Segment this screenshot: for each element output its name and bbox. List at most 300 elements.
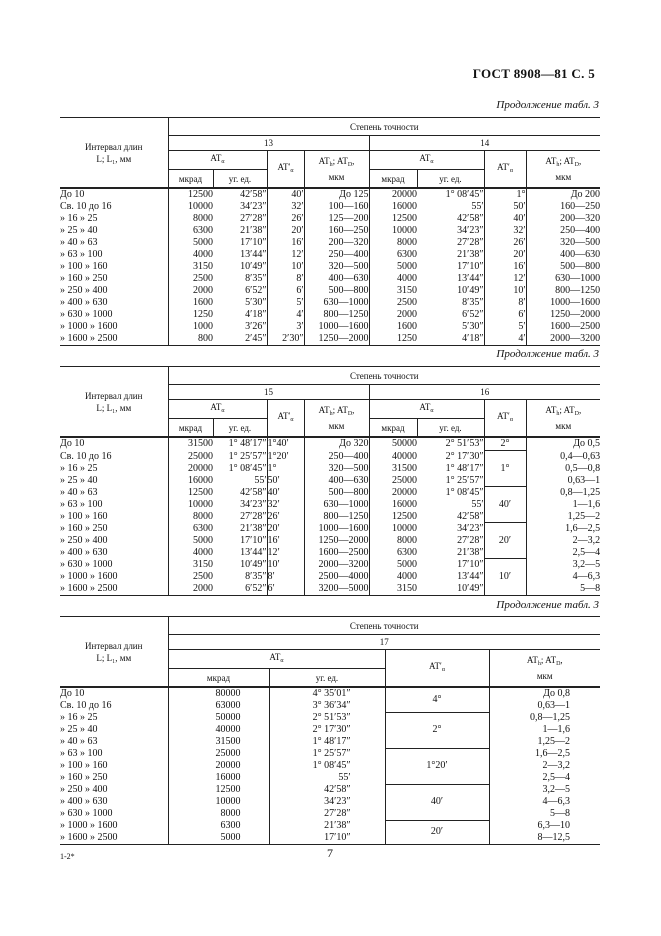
alpha-prime-cell: 6′ xyxy=(267,583,304,596)
table-row xyxy=(60,225,600,237)
ug-ed-cell: 34′23″ xyxy=(240,498,267,510)
mkrad-header: мкрад xyxy=(168,419,213,438)
at-h-cell: 630—1000 xyxy=(526,273,600,285)
at-h-cell: 0,63—1 xyxy=(489,700,600,712)
ug-ed-cell: 1° 08′45″ xyxy=(269,760,385,772)
alpha-prime-group-cell: 10′ xyxy=(484,559,526,596)
alpha-prime-group-cell: 2° xyxy=(484,437,526,451)
ug-ed-cell: 5′30″ xyxy=(462,321,484,332)
at-alpha-prime-header: $AT'_\alpha$ xyxy=(385,650,489,688)
mkrad-cell: 20000 xyxy=(168,463,213,475)
at-alpha-header: $AT_\alpha$ xyxy=(369,400,484,419)
table-row xyxy=(60,249,600,261)
ug-ed-cell: 2° 17′30″ xyxy=(445,450,484,462)
interval-cell: » 630 » 1000 xyxy=(60,808,113,819)
mkrad-cell: 12500 xyxy=(168,487,213,499)
interval-cell: » 160 » 250 xyxy=(60,522,108,534)
ug-ed-cell: 4′18″ xyxy=(245,309,267,320)
ug-ed-cell: 17′10″ xyxy=(457,558,484,570)
at-h-cell: 800—1250 xyxy=(304,511,369,523)
alpha-prime-cell: 1°40′ xyxy=(267,437,304,451)
at-h-cell: 0,8—1,25 xyxy=(489,712,600,724)
mkrad-cell: 16000 xyxy=(168,772,269,784)
at-h-cell: 250—400 xyxy=(526,225,600,237)
alpha-prime-group-cell: 2° xyxy=(385,712,489,748)
ug-ed-cell: 17′10″ xyxy=(240,534,267,546)
interval-cell: » 16 » 25 xyxy=(60,712,98,723)
mkrad-cell: 10000 xyxy=(168,201,213,213)
table-row xyxy=(60,559,600,571)
interval-cell: » 400 » 630 xyxy=(60,297,108,308)
at-h-cell: 2000—3200 xyxy=(526,333,600,346)
at-h-cell: 200—320 xyxy=(304,237,369,249)
at-h-cell: 5—8 xyxy=(526,583,600,596)
mkrad-cell: 8000 xyxy=(168,808,269,820)
at-h-cell: 1000—1600 xyxy=(304,321,369,333)
ug-ed-cell: 10′49″ xyxy=(457,285,484,296)
at-h-cell: 100—160 xyxy=(304,201,369,213)
ug-ed-cell: 21′38″ xyxy=(269,820,385,832)
interval-cell: » 1000 » 1600 xyxy=(60,820,118,831)
table-row xyxy=(60,451,600,463)
mkrad-cell: 16000 xyxy=(369,201,417,213)
ug-ed-cell: 55′ xyxy=(269,772,385,784)
table-row xyxy=(60,273,600,285)
ug-ed-cell: 55′ xyxy=(471,498,484,510)
mkrad-cell: 1600 xyxy=(369,321,417,333)
alpha-prime-group-cell: 20′ xyxy=(484,523,526,559)
interval-cell: » 250 » 400 xyxy=(60,534,108,546)
table-row xyxy=(60,784,600,796)
at-h-cell: 3,2—5 xyxy=(489,784,600,796)
at-h-cell: 400—630 xyxy=(304,475,369,487)
table-row xyxy=(60,808,600,820)
ug-ed-cell: 17′10″ xyxy=(457,261,484,272)
interval-cell: » 63 » 100 xyxy=(60,748,103,759)
mkrad-cell: 8000 xyxy=(369,535,417,547)
at-h-cell: 500—800 xyxy=(304,285,369,297)
mkrad-cell: 2500 xyxy=(369,297,417,309)
mkrad-cell: 2000 xyxy=(369,309,417,321)
table-row xyxy=(60,724,600,736)
alpha-prime-cell: 5′ xyxy=(267,297,304,309)
interval-cell: » 16 » 25 xyxy=(60,462,98,474)
mkrad-cell: 6300 xyxy=(168,820,269,832)
at-h-header: $AT_h$; $AT_D$, мкм xyxy=(304,151,369,189)
table-row xyxy=(60,700,600,712)
ug-ed-cell: 10′49″ xyxy=(240,558,267,570)
interval-header: Интервал длин L; L₁, мм xyxy=(60,367,168,438)
at-h-cell: 800—1250 xyxy=(304,309,369,321)
ug-ed-cell: 42′58″ xyxy=(457,213,484,224)
at-h-cell: 250—400 xyxy=(304,451,369,463)
ug-ed-header: уг. ед. xyxy=(417,170,484,189)
interval-cell: » 25 » 40 xyxy=(60,724,98,735)
degree-16: 16 xyxy=(369,385,600,400)
ug-ed-cell: 3′26″ xyxy=(245,321,267,332)
table-degrees-15-16 xyxy=(60,366,600,596)
alpha-prime-cell: 12′ xyxy=(267,547,304,559)
at-h-cell: 1,6—2,5 xyxy=(526,523,600,535)
at-h-cell: 320—500 xyxy=(304,261,369,273)
mkrad-cell: 20000 xyxy=(369,188,417,201)
mkrad-cell: 63000 xyxy=(168,700,269,712)
table-row xyxy=(60,487,600,499)
ug-ed-cell: 13′44″ xyxy=(240,249,267,260)
ug-ed-cell: 27′28″ xyxy=(269,808,385,820)
mkrad-cell: 5000 xyxy=(369,261,417,273)
table-row xyxy=(60,237,600,249)
at-h-cell: До 125 xyxy=(304,188,369,201)
mkrad-cell: 10000 xyxy=(369,523,417,535)
table-row xyxy=(60,261,600,273)
alpha-prime-cell: 12′ xyxy=(484,273,526,285)
footer-mark: 1-2* xyxy=(60,852,75,861)
mkrad-cell: 8000 xyxy=(369,237,417,249)
interval-cell: Св. 10 до 16 xyxy=(60,700,112,711)
at-h-cell: 0,4—0,63 xyxy=(526,451,600,463)
table-row xyxy=(60,188,600,201)
alpha-prime-cell: 32′ xyxy=(267,499,304,511)
mkrad-cell: 40000 xyxy=(168,724,269,736)
mkrad-cell: 3150 xyxy=(168,559,213,571)
ug-ed-cell: 5′30″ xyxy=(245,297,267,308)
at-h-header: $AT_h$; $AT_D$, мкм xyxy=(489,650,600,688)
standard-header: ГОСТ 8908—81 С. 5 xyxy=(472,66,595,81)
ug-ed-cell: 2° 51′53″ xyxy=(269,712,385,724)
ug-ed-cell: 34′23″ xyxy=(240,201,267,212)
alpha-prime-cell: 3′ xyxy=(267,321,304,333)
ug-ed-cell: 1° 48′17″ xyxy=(445,462,484,474)
ug-ed-cell: 1° 25′57″ xyxy=(445,474,484,486)
at-h-cell: 160—250 xyxy=(526,201,600,213)
interval-cell: Св. 10 до 16 xyxy=(60,201,112,212)
at-alpha-header: $AT_\alpha$ xyxy=(168,151,267,170)
interval-cell: » 1600 » 2500 xyxy=(60,333,118,344)
mkrad-cell: 1600 xyxy=(168,297,213,309)
at-h-cell: 3,2—5 xyxy=(526,559,600,571)
table-row xyxy=(60,760,600,772)
mkrad-header: мкрад xyxy=(168,669,269,688)
at-h-cell: До 200 xyxy=(526,188,600,201)
table-row xyxy=(60,201,600,213)
interval-cell: » 250 » 400 xyxy=(60,784,108,795)
ug-ed-cell: 4′18″ xyxy=(462,333,484,344)
table-row xyxy=(60,285,600,297)
ug-ed-cell: 1° 48′17″ xyxy=(228,438,267,450)
table-row xyxy=(60,309,600,321)
ug-ed-cell: 8′35″ xyxy=(462,297,484,308)
ug-ed-cell: 1° 08′45″ xyxy=(445,189,484,200)
at-h-cell: 2—3,2 xyxy=(526,535,600,547)
alpha-prime-cell: 6′ xyxy=(267,285,304,297)
mkrad-cell: 4000 xyxy=(369,273,417,285)
mkrad-cell: 16000 xyxy=(168,475,213,487)
ug-ed-cell: 27′28″ xyxy=(457,534,484,546)
interval-cell: » 1600 » 2500 xyxy=(60,832,118,843)
ug-ed-cell: 1° 25′57″ xyxy=(269,748,385,760)
interval-cell: » 40 » 63 xyxy=(60,237,98,248)
interval-header: Интервал длин L; L₁, мм xyxy=(60,617,168,688)
mkrad-cell: 50000 xyxy=(369,437,417,451)
mkrad-header: мкрад xyxy=(168,170,213,189)
at-h-cell: До 0,8 xyxy=(489,687,600,700)
at-alpha-header: $AT_\alpha$ xyxy=(168,650,385,669)
mkrad-cell: 80000 xyxy=(168,687,269,700)
interval-cell: » 63 » 100 xyxy=(60,498,103,510)
ug-ed-cell: 1° 08′45″ xyxy=(228,462,267,474)
at-h-cell: 1250—2000 xyxy=(304,333,369,346)
ug-ed-cell: 21′38″ xyxy=(457,546,484,558)
mkrad-cell: 40000 xyxy=(369,451,417,463)
interval-cell: » 25 » 40 xyxy=(60,225,98,236)
ug-ed-cell: 2° 17′30″ xyxy=(269,724,385,736)
interval-cell: » 630 » 1000 xyxy=(60,309,113,320)
ug-ed-cell: 27′28″ xyxy=(240,213,267,224)
degree-header: Степень точности xyxy=(168,367,600,385)
interval-cell: » 630 » 1000 xyxy=(60,558,113,570)
mkrad-cell: 800 xyxy=(168,333,213,346)
interval-cell: » 160 » 250 xyxy=(60,772,108,783)
ug-ed-cell: 42′58″ xyxy=(240,189,267,200)
mkrad-cell: 6300 xyxy=(168,523,213,535)
table-row xyxy=(60,297,600,309)
ug-ed-cell: 13′44″ xyxy=(457,570,484,582)
ug-ed-cell: 55′ xyxy=(254,474,267,486)
table-row xyxy=(60,772,600,784)
mkrad-cell: 5000 xyxy=(369,559,417,571)
table-row xyxy=(60,748,600,760)
mkrad-cell: 3150 xyxy=(369,285,417,297)
mkrad-cell: 12500 xyxy=(168,784,269,796)
ug-ed-cell: 27′28″ xyxy=(457,237,484,248)
at-h-cell: 320—500 xyxy=(304,463,369,475)
interval-cell: » 250 » 400 xyxy=(60,285,108,296)
alpha-prime-cell: 20′ xyxy=(267,225,304,237)
at-h-cell: 2—3,2 xyxy=(489,760,600,772)
ug-ed-cell: 6′52″ xyxy=(245,285,267,296)
alpha-prime-cell: 20′ xyxy=(267,523,304,535)
at-h-cell: 3200—5000 xyxy=(304,583,369,596)
ug-ed-cell: 1° 25′57″ xyxy=(228,450,267,462)
interval-cell: » 1000 » 1600 xyxy=(60,570,118,582)
at-h-cell: 2,5—4 xyxy=(489,772,600,784)
ug-ed-cell: 3° 36′34″ xyxy=(269,700,385,712)
ug-ed-header: уг. ед. xyxy=(213,419,267,438)
table-row xyxy=(60,712,600,724)
ug-ed-header: уг. ед. xyxy=(213,170,267,189)
page-number: 7 xyxy=(327,846,333,860)
ug-ed-header: уг. ед. xyxy=(269,669,385,688)
mkrad-cell: 2500 xyxy=(168,571,213,583)
at-h-cell: 320—500 xyxy=(526,237,600,249)
table-degrees-13-14 xyxy=(60,117,600,346)
ug-ed-cell: 42′58″ xyxy=(240,486,267,498)
ug-ed-cell: 34′23″ xyxy=(457,225,484,236)
interval-cell: » 160 » 250 xyxy=(60,273,108,284)
table-row xyxy=(60,213,600,225)
mkrad-cell: 31500 xyxy=(168,736,269,748)
alpha-prime-group-cell: 1° xyxy=(484,451,526,487)
interval-cell: » 100 » 160 xyxy=(60,510,108,522)
mkrad-cell: 50000 xyxy=(168,712,269,724)
mkrad-cell: 12500 xyxy=(369,511,417,523)
degree-header: Степень точности xyxy=(168,118,600,136)
at-h-cell: 500—800 xyxy=(304,487,369,499)
at-h-cell: 1,25—2 xyxy=(489,736,600,748)
mkrad-cell: 2500 xyxy=(168,273,213,285)
alpha-prime-cell: 50′ xyxy=(484,201,526,213)
at-h-cell: 4—6,3 xyxy=(526,571,600,583)
at-h-header: $AT_h$; $AT_D$, мкм xyxy=(526,400,600,438)
mkrad-header: мкрад xyxy=(369,170,417,189)
continuation-label: Продолжение табл. 3 xyxy=(496,599,599,611)
at-h-cell: 630—1000 xyxy=(304,297,369,309)
at-alpha-prime-header: $AT'_\alpha$ xyxy=(484,151,526,189)
continuation-label: Продолжение табл. 3 xyxy=(496,99,599,111)
mkrad-cell: 10000 xyxy=(369,225,417,237)
interval-cell: До 10 xyxy=(60,438,85,450)
at-h-cell: 5—8 xyxy=(489,808,600,820)
alpha-prime-cell: 16′ xyxy=(267,535,304,547)
alpha-prime-cell: 8′ xyxy=(267,571,304,583)
ug-ed-cell: 1° 08′45″ xyxy=(445,486,484,498)
at-h-cell: 1250—2000 xyxy=(304,535,369,547)
at-h-cell: 400—630 xyxy=(526,249,600,261)
at-h-cell: 2,5—4 xyxy=(526,547,600,559)
degree-header: Степень точности xyxy=(168,617,600,635)
mkrad-cell: 4000 xyxy=(168,547,213,559)
ug-ed-cell: 2′45″ xyxy=(245,333,267,344)
interval-cell: » 100 » 160 xyxy=(60,760,108,771)
alpha-prime-group-cell: 40′ xyxy=(484,487,526,523)
mkrad-cell: 8000 xyxy=(168,213,213,225)
alpha-prime-cell: 20′ xyxy=(484,249,526,261)
interval-cell: » 1600 » 2500 xyxy=(60,582,118,594)
interval-cell: » 63 » 100 xyxy=(60,249,103,260)
mkrad-cell: 6300 xyxy=(369,547,417,559)
at-h-cell: 1600—2500 xyxy=(304,547,369,559)
alpha-prime-cell: 26′ xyxy=(484,237,526,249)
alpha-prime-cell: 12′ xyxy=(267,249,304,261)
ug-ed-cell: 10′49″ xyxy=(457,582,484,594)
ug-ed-cell: 6′52″ xyxy=(245,582,267,594)
mkrad-cell: 31500 xyxy=(168,437,213,451)
at-h-cell: 160—250 xyxy=(304,225,369,237)
at-h-cell: 2000—3200 xyxy=(304,559,369,571)
ug-ed-cell: 34′23″ xyxy=(269,796,385,808)
at-alpha-header: $AT_\alpha$ xyxy=(168,400,267,419)
ug-ed-cell: 8′35″ xyxy=(245,273,267,284)
table-row xyxy=(60,736,600,748)
at-alpha-prime-header: $AT'_\alpha$ xyxy=(267,400,304,438)
degree-17: 17 xyxy=(168,635,600,650)
ug-ed-cell: 42′58″ xyxy=(457,510,484,522)
mkrad-cell: 5000 xyxy=(168,832,269,845)
at-h-cell: 0,63—1 xyxy=(526,475,600,487)
alpha-prime-cell: 40′ xyxy=(267,188,304,201)
table-row xyxy=(60,832,600,845)
at-h-cell: 630—1000 xyxy=(304,499,369,511)
at-h-cell: 125—200 xyxy=(304,213,369,225)
alpha-prime-cell: 26′ xyxy=(267,511,304,523)
at-h-cell: 200—320 xyxy=(526,213,600,225)
mkrad-cell: 2000 xyxy=(168,583,213,596)
table-row xyxy=(60,820,600,832)
ug-ed-cell: 17′10″ xyxy=(269,832,385,845)
at-h-cell: До 320 xyxy=(304,437,369,451)
alpha-prime-cell: 16′ xyxy=(484,261,526,273)
mkrad-header: мкрад xyxy=(369,419,417,438)
ug-ed-cell: 55′ xyxy=(471,201,484,212)
at-h-cell: 1000—1600 xyxy=(304,523,369,535)
interval-cell: » 16 » 25 xyxy=(60,213,98,224)
mkrad-cell: 6300 xyxy=(369,249,417,261)
at-h-cell: 2500—4000 xyxy=(304,571,369,583)
alpha-prime-cell: 1° xyxy=(484,188,526,201)
ug-ed-cell: 8′35″ xyxy=(245,570,267,582)
alpha-prime-cell: 5′ xyxy=(484,321,526,333)
interval-cell: » 40 » 63 xyxy=(60,736,98,747)
ug-ed-header: уг. ед. xyxy=(417,419,484,438)
alpha-prime-cell: 8′ xyxy=(484,297,526,309)
table-row xyxy=(60,333,600,346)
interval-cell: Св. 10 до 16 xyxy=(60,450,112,462)
ug-ed-cell: 34′23″ xyxy=(457,522,484,534)
interval-cell: » 400 » 630 xyxy=(60,796,108,807)
mkrad-cell: 1000 xyxy=(168,321,213,333)
mkrad-cell: 3150 xyxy=(369,583,417,596)
alpha-prime-cell: 40′ xyxy=(267,487,304,499)
table-row xyxy=(60,321,600,333)
mkrad-cell: 2000 xyxy=(168,285,213,297)
ug-ed-cell: 21′38″ xyxy=(240,522,267,534)
table-degree-17 xyxy=(60,616,600,845)
at-alpha-prime-header: $AT'_\alpha$ xyxy=(267,151,304,189)
at-h-cell: До 0,5 xyxy=(526,437,600,451)
ug-ed-cell: 17′10″ xyxy=(240,237,267,248)
mkrad-cell: 20000 xyxy=(369,487,417,499)
alpha-prime-cell: 1° xyxy=(267,463,304,475)
alpha-prime-cell: 26′ xyxy=(267,213,304,225)
mkrad-cell: 16000 xyxy=(369,499,417,511)
mkrad-cell: 5000 xyxy=(168,237,213,249)
continuation-label: Продолжение табл. 3 xyxy=(496,348,599,360)
alpha-prime-group-cell: 4° xyxy=(385,687,489,712)
alpha-prime-cell: 10′ xyxy=(484,285,526,297)
mkrad-cell: 25000 xyxy=(168,748,269,760)
table-row xyxy=(60,523,600,535)
mkrad-cell: 25000 xyxy=(168,451,213,463)
alpha-prime-group-cell: 20′ xyxy=(385,820,489,845)
alpha-prime-cell: 50′ xyxy=(267,475,304,487)
mkrad-cell: 10000 xyxy=(168,796,269,808)
at-h-cell: 6,3—10 xyxy=(489,820,600,832)
alpha-prime-cell: 10′ xyxy=(267,559,304,571)
interval-cell: » 40 » 63 xyxy=(60,486,98,498)
at-h-cell: 800—1250 xyxy=(526,285,600,297)
alpha-prime-cell: 8′ xyxy=(267,273,304,285)
alpha-prime-cell: 2′30″ xyxy=(267,333,304,346)
alpha-prime-group-cell: 40′ xyxy=(385,784,489,820)
mkrad-cell: 1250 xyxy=(369,333,417,346)
alpha-prime-group-cell: 1°20′ xyxy=(385,748,489,784)
alpha-prime-cell: 32′ xyxy=(267,201,304,213)
ug-ed-cell: 13′44″ xyxy=(240,546,267,558)
ug-ed-cell: 4° 35′01″ xyxy=(269,687,385,700)
degree-14: 14 xyxy=(369,136,600,151)
mkrad-cell: 4000 xyxy=(369,571,417,583)
